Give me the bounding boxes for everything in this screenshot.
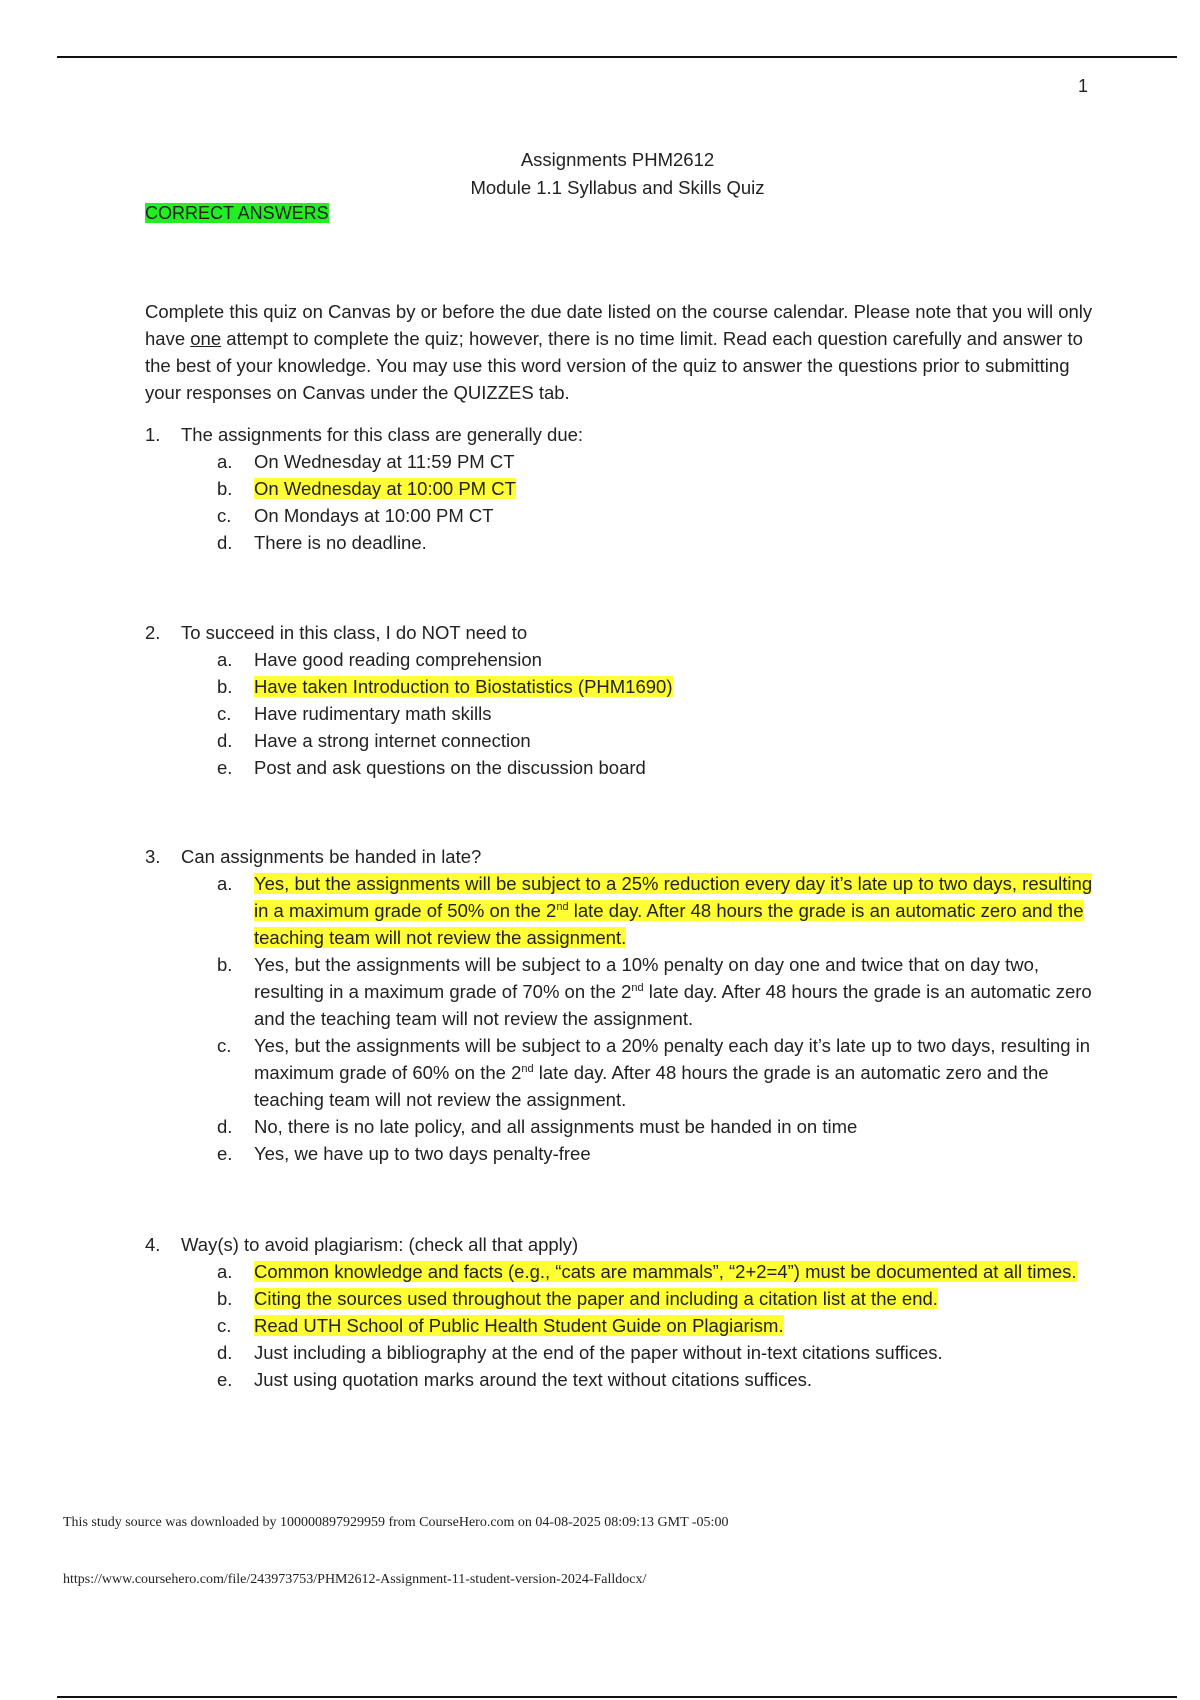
option-3e: [145, 1140, 1105, 1167]
option-letter: b.: [217, 676, 233, 697]
question-text: Can assignments be handed in late?: [181, 846, 482, 867]
question-number: 3.: [145, 846, 161, 867]
option-letter: c.: [217, 1035, 232, 1056]
option-letter: d.: [217, 1342, 233, 1363]
option-text: Have rudimentary math skills: [254, 703, 492, 724]
question-3-stem: [145, 843, 1105, 870]
option-text-part: Yes, but the assignments will be subject to a 10% penalty on day one and twice that on day two, resulting in a maximum grade of 70% on the 2: [254, 954, 1040, 1002]
download-note: This study source was downloaded by 100000897929959 from CourseHero.com on 04-08-2025 08:09:13 GMT -05:00: [63, 1515, 729, 1530]
option-text-part: late day. After 48 hours the grade is an automatic zero and the teaching team will not review the assignment.: [254, 1062, 1049, 1110]
option-text: Have a strong internet connection: [254, 730, 531, 751]
option-letter: b.: [217, 1288, 233, 1309]
option-4e: [145, 1366, 1105, 1393]
option-letter: e.: [217, 1143, 233, 1164]
option-3a: [145, 870, 1105, 951]
option-2b: [145, 673, 1105, 700]
option-letter: a.: [217, 873, 233, 894]
option-text-correct: Have taken Introduction to Biostatistics (PHM1690): [254, 676, 673, 697]
option-text-correct: On Wednesday at 10:00 PM CT: [254, 478, 516, 499]
option-text: Post and ask questions on the discussion board: [254, 757, 646, 778]
correct-answers-highlight: CORRECT ANSWERS: [145, 203, 329, 223]
intro-text-2: attempt to complete the quiz; however, there is no time limit. Read each question carefully and answer to the best of your knowledge. You may use this word version of the quiz to answer the questions prior to submitting your responses on Canvas under the QUIZZES tab.: [145, 328, 1083, 403]
option-4a: [145, 1258, 1105, 1285]
bottom-rule: [57, 1696, 1177, 1698]
option-text: There is no deadline.: [254, 532, 427, 553]
ordinal-superscript: nd: [556, 900, 569, 913]
option-2d: [145, 727, 1105, 754]
option-1c: [145, 502, 1105, 529]
source-url[interactable]: https://www.coursehero.com/file/243973753/PHM2612-Assignment-11-student-version-2024-Falldocx/: [63, 1572, 647, 1587]
option-letter: c.: [217, 1315, 232, 1336]
option-2a: [145, 646, 1105, 673]
option-letter: a.: [217, 649, 233, 670]
question-text: The assignments for this class are generally due:: [181, 424, 584, 445]
option-text: No, there is no late policy, and all assignments must be handed in on time: [254, 1116, 858, 1137]
option-text-part: late day. After 48 hours the grade is an automatic zero and the teaching team will not review the assignment.: [254, 900, 1084, 948]
page-number: 1: [1078, 76, 1089, 96]
option-letter: a.: [217, 451, 233, 472]
title-line-1: Assignments PHM2612: [520, 149, 715, 170]
option-text-correct: Common knowledge and facts (e.g., “cats are mammals”, “2+2=4”) must be documented at all times.: [254, 1261, 1077, 1282]
option-letter: a.: [217, 1261, 233, 1282]
option-text-part: Yes, but the assignments will be subject to a 25% reduction every day it’s late up to two days, resulting in a maximum grade of 50% on the 2: [254, 873, 1093, 921]
option-letter: d.: [217, 1116, 233, 1137]
option-text: Yes, we have up to two days penalty-free: [254, 1143, 591, 1164]
question-text: To succeed in this class, I do NOT need to: [181, 622, 528, 643]
option-text: Have good reading comprehension: [254, 649, 542, 670]
question-2: [145, 619, 1105, 781]
question-4: [145, 1231, 1105, 1393]
option-4d: [145, 1339, 1105, 1366]
question-1-stem: [145, 421, 1105, 448]
question-3: [145, 843, 1105, 1167]
option-text-correct: [254, 873, 1092, 948]
option-letter: e.: [217, 757, 233, 778]
option-2c: [145, 700, 1105, 727]
question-4-stem: [145, 1231, 1105, 1258]
question-number: 1.: [145, 424, 161, 445]
option-1b: [145, 475, 1105, 502]
option-text-part: late day. After 48 hours the grade is an automatic zero and the teaching team will not review the assignment.: [254, 981, 1092, 1029]
option-text-correct: Citing the sources used throughout the paper and including a citation list at the end.: [254, 1288, 938, 1309]
ordinal-superscript: nd: [521, 1062, 534, 1075]
question-number: 4.: [145, 1234, 161, 1255]
option-letter: c.: [217, 703, 232, 724]
option-text-part: Yes, but the assignments will be subject to a 20% penalty each day it’s late up to two days, resulting in maximum grade of 60% on the 2: [254, 1035, 1091, 1083]
intro-text-1: Complete this quiz on Canvas by or before the due date listed on the course calendar. Please note that you will only have: [145, 301, 1093, 349]
option-letter: d.: [217, 730, 233, 751]
option-text: Just including a bibliography at the end of the paper without in-text citations suffices.: [254, 1342, 943, 1363]
intro-underlined-word: one: [190, 328, 222, 349]
option-3d: [145, 1113, 1105, 1140]
intro-paragraph: [145, 298, 1100, 406]
option-letter: b.: [217, 478, 233, 499]
option-text: On Mondays at 10:00 PM CT: [254, 505, 494, 526]
option-text-correct: Read UTH School of Public Health Student Guide on Plagiarism.: [254, 1315, 784, 1336]
option-4c: [145, 1312, 1105, 1339]
option-letter: b.: [217, 954, 233, 975]
option-letter: c.: [217, 505, 232, 526]
option-letter: d.: [217, 532, 233, 553]
option-4b: [145, 1285, 1105, 1312]
option-1d: [145, 529, 1105, 556]
question-1: [145, 421, 1105, 556]
option-text: Just using quotation marks around the text without citations suffices.: [254, 1369, 813, 1390]
option-text: [254, 1035, 1090, 1110]
correct-answers-label: [145, 200, 329, 226]
ordinal-superscript: nd: [631, 981, 644, 994]
question-text: Way(s) to avoid plagiarism: (check all that apply): [181, 1234, 579, 1255]
option-text: On Wednesday at 11:59 PM CT: [254, 451, 515, 472]
option-1a: [145, 448, 1105, 475]
option-3b: [145, 951, 1105, 1032]
question-2-stem: [145, 619, 1105, 646]
option-2e: [145, 754, 1105, 781]
document-title: [0, 146, 1200, 202]
option-text: [254, 954, 1092, 1029]
title-line-2: Module 1.1 Syllabus and Skills Quiz: [470, 177, 765, 198]
option-3c: [145, 1032, 1105, 1113]
top-rule: [57, 56, 1177, 58]
question-number: 2.: [145, 622, 161, 643]
option-letter: e.: [217, 1369, 233, 1390]
